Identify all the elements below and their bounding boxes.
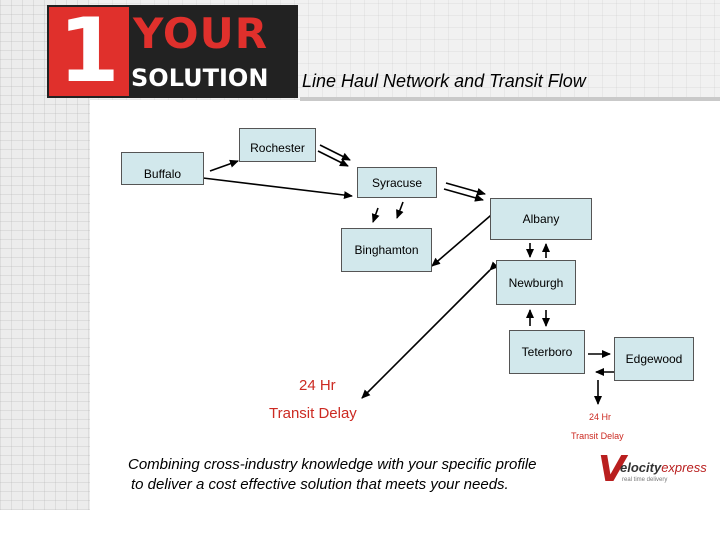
node-buffalo-label: Buffalo bbox=[143, 167, 182, 181]
arrow-binghamton-delay bbox=[362, 270, 490, 398]
node-rochester bbox=[239, 128, 316, 162]
node-edgewood bbox=[614, 337, 694, 381]
velocity-logo-name bbox=[620, 460, 707, 475]
velocity-logo-tag: real time delivery bbox=[622, 477, 668, 483]
node-albany-label: Albany bbox=[522, 212, 560, 226]
left-delay-hours: 24 Hr bbox=[299, 377, 336, 394]
node-edgewood-label: Edgewood bbox=[625, 352, 683, 366]
node-teterboro-label: Teterboro bbox=[521, 345, 573, 359]
node-teterboro bbox=[509, 330, 585, 374]
right-delay-text: Transit Delay bbox=[571, 431, 624, 441]
node-newburgh-label: Newburgh bbox=[508, 275, 564, 290]
right-delay-hours: 24 Hr bbox=[589, 412, 612, 422]
node-rochester-label: Rochester bbox=[250, 141, 305, 155]
logo-line1: YOUR bbox=[133, 9, 269, 58]
velocity-name-main: elocity bbox=[620, 460, 662, 475]
node-binghamton-label: Binghamton bbox=[354, 243, 419, 257]
node-albany bbox=[490, 198, 592, 240]
node-newburgh bbox=[496, 260, 576, 305]
velocity-logo bbox=[598, 450, 708, 490]
arrow-syracuse-binghamton-1 bbox=[373, 208, 378, 222]
arrow-syracuse-binghamton-2 bbox=[397, 202, 403, 218]
arrow-buffalo-syracuse bbox=[203, 178, 352, 196]
left-delay-text: Transit Delay bbox=[269, 405, 357, 422]
node-buffalo bbox=[121, 152, 204, 185]
node-binghamton bbox=[341, 228, 432, 272]
logo-number: 1 bbox=[58, 0, 120, 102]
arrow-albany-binghamton bbox=[432, 210, 497, 266]
tagline-line1: Combining cross-industry knowledge with your specific profile bbox=[128, 456, 537, 473]
arrow-buffalo-rochester bbox=[210, 161, 238, 171]
arrow-rochester-syracuse-1 bbox=[320, 145, 350, 160]
node-syracuse bbox=[357, 167, 437, 198]
page-title: Line Haul Network and Transit Flow bbox=[302, 71, 586, 91]
velocity-logo-v: V bbox=[598, 449, 626, 490]
logo-line2: SOLUTION bbox=[131, 64, 269, 92]
velocity-name-sub: express bbox=[661, 460, 707, 475]
arrow-syracuse-albany-2 bbox=[444, 189, 483, 200]
node-syracuse-label: Syracuse bbox=[371, 175, 423, 190]
arrow-syracuse-albany-1 bbox=[446, 183, 485, 194]
tagline-line2: to deliver a cost effective solution that meets your needs. bbox=[131, 476, 509, 493]
arrow-rochester-syracuse-2 bbox=[318, 151, 348, 166]
